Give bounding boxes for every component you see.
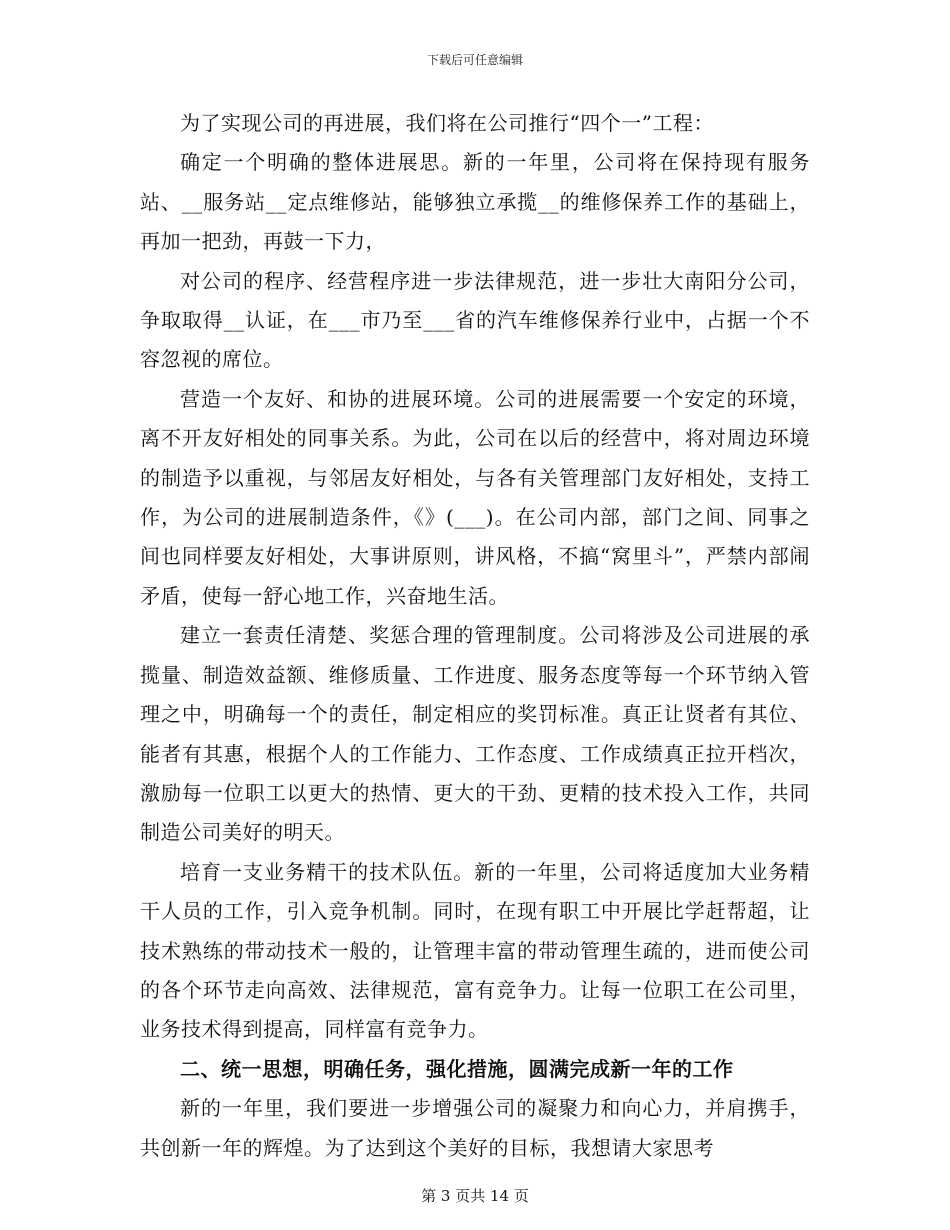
section-heading: 二、统一思想，明确任务，强化措施，圆满完成新一年的工作 <box>180 1056 734 1081</box>
paragraph-intro: 为了实现公司的再进展，我们将在公司推行“四个一”工程： <box>180 111 714 135</box>
paragraph-environment: 营造一个友好、和协的进展环境。公司的进展需要一个安定的环境，离不开友好相处的同事关系。为此，公司在以后的经营中，将对周边环境的制造予以重视，与邻居友好相处，与各有关管理部门友好相处，支持工作，为公司的进展制造条件，《》(___)。在公司内部，部门之间、同事之间也同样要友好相处，大事讲原则，讲风格，不搞“窝里斗”，严禁内部闹矛盾，使每一舒心地工作，兴奋地生活。 <box>140 386 810 608</box>
paragraph-management-system: 建立一套责任清楚、奖惩合理的管理制度。公司将涉及公司进展的承揽量、制造效益额、维修质量、工作进度、服务态度等每一个环节纳入管理之中，明确每一个的责任，制定相应的奖罚标准。真正让贤者有其位、能者有其惠，根据个人的工作能力、工作态度、工作成绩真正拉开档次，激励每一位职工以更大的热情、更大的干劲、更精的技术投入工作，共同制造公司美好的明天。 <box>140 623 810 845</box>
document-body <box>140 104 810 1168</box>
page-number: 第 3 页共 14 页 <box>421 1187 529 1205</box>
paragraph-regulation: 对公司的程序、经营程序进一步法律规范，进一步壮大南阳分公司，争取取得__认证，在___市乃至___省的汽车维修保养行业中，占据一个不容忽视的席位。 <box>140 268 810 372</box>
paragraph-technical-team: 培育一支业务精干的技术队伍。新的一年里，公司将适度加大业务精干人员的工作，引入竞争机制。同时，在现有职工中开展比学赶帮超，让技术熟练的带动技术一般的，让管理丰富的带动管理生疏的，进而使公司的各个环节走向高效、法律规范，富有竞争力。让每一位职工在公司里，业务技术得到提高，同样富有竞争力。 <box>140 859 810 1042</box>
paragraph-new-year: 新的一年里，我们要进一步增强公司的凝聚力和向心力，并肩携手，共创新一年的辉煌。为了达到这个美好的目标，我想请大家思考 <box>140 1096 810 1160</box>
page-header-note: 下载后可任意编辑 <box>426 53 523 67</box>
paragraph-development-idea: 确定一个明确的整体进展思。新的一年里，公司将在保持现有服务站、__服务站__定点维修站，能够独立承揽__的维修保养工作的基础上，再加一把劲，再鼓一下力， <box>140 150 810 254</box>
